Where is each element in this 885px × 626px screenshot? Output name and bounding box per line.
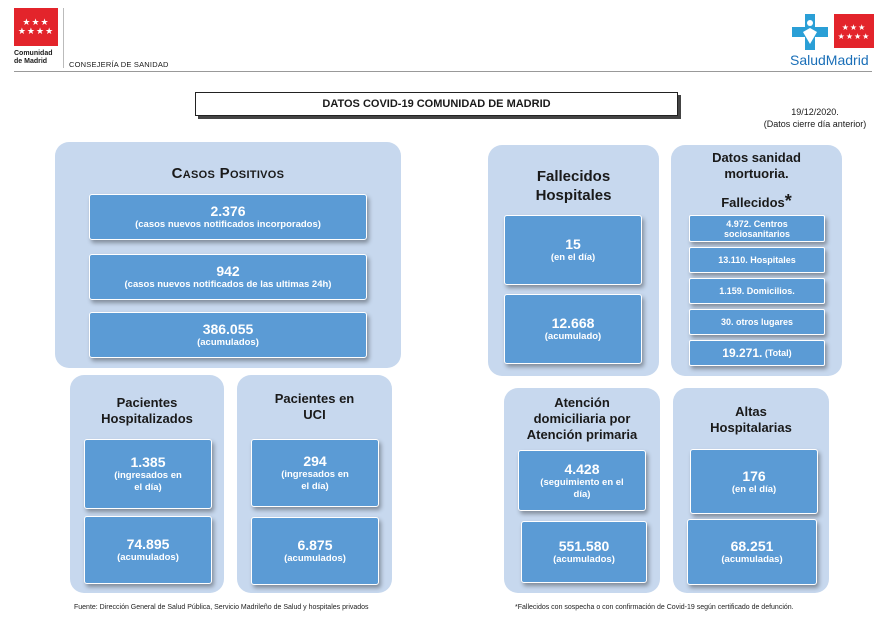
card-value: 942 bbox=[216, 263, 240, 279]
comunidad-madrid-flag-logo bbox=[14, 8, 58, 46]
atencion-domiciliaria-title bbox=[504, 395, 660, 443]
fallecidos-hospitales-panel bbox=[488, 145, 659, 376]
card-label-1: (ingresados en bbox=[281, 469, 349, 480]
item-line-1: 4.972. Centros bbox=[726, 218, 788, 229]
uci-title bbox=[237, 391, 392, 423]
casos-acumulados-card bbox=[89, 312, 367, 358]
fallecidos-hospitales-title bbox=[488, 167, 659, 205]
sanidad-mortuoria-panel bbox=[671, 145, 842, 376]
title-line-2: domiciliaria por bbox=[533, 411, 631, 426]
date-value: 19/12/2020. bbox=[791, 107, 839, 117]
date-note: (Datos cierre día anterior) bbox=[763, 119, 867, 129]
casos-positivos-panel bbox=[55, 142, 401, 368]
title-line-1: Fallecidos bbox=[536, 168, 611, 185]
stars-icon: ★★★ ★★★★ bbox=[17, 17, 55, 36]
hospitalizados-title bbox=[70, 395, 224, 427]
uci-panel bbox=[237, 375, 392, 593]
altas-hospitalarias-panel bbox=[673, 388, 829, 593]
card-label-1: (seguimiento en el bbox=[540, 476, 624, 488]
card-label-2: el día) bbox=[134, 482, 162, 493]
card-value: 2.376 bbox=[210, 203, 246, 219]
casos-positivos-title: Casos Positivos bbox=[171, 165, 285, 182]
card-value: 1.385 bbox=[130, 454, 166, 470]
card-value: 386.055 bbox=[202, 321, 254, 337]
title-line-1: Pacientes en bbox=[274, 391, 355, 406]
card-label: (en el día) bbox=[550, 252, 596, 263]
card-label: (acumulados) bbox=[117, 552, 179, 563]
card-label: (casos nuevos notificados incorporados) bbox=[135, 219, 321, 230]
mortuoria-item-otros: 30. otros lugares bbox=[689, 309, 825, 335]
consejeria-label: CONSEJERÍA DE SANIDAD bbox=[69, 60, 169, 69]
total-label: (Total) bbox=[764, 348, 792, 358]
source-footnote: Fuente: Dirección General de Salud Pública, Servicio Madrileño de Salud y hospitales privados bbox=[74, 604, 369, 611]
title-line-2: Hospitalizados bbox=[101, 411, 193, 426]
hospitalizados-acumulados-card bbox=[84, 516, 212, 584]
uci-acumulados-card bbox=[251, 517, 379, 585]
title-line-1: Atención bbox=[554, 395, 610, 410]
card-label-2: el día) bbox=[301, 481, 329, 492]
card-value: 15 bbox=[565, 236, 581, 252]
altas-acumuladas-card bbox=[687, 519, 817, 585]
mortuoria-item-centros bbox=[689, 215, 825, 242]
title-line-2: Hospitalarias bbox=[710, 420, 792, 435]
fallecidos-subtitle bbox=[671, 191, 842, 212]
casos-nuevos-24h-card bbox=[89, 254, 367, 300]
title-line-1: Altas bbox=[735, 404, 767, 419]
card-value: 4.428 bbox=[564, 460, 600, 477]
card-label: (acumulados) bbox=[197, 337, 259, 348]
casos-nuevos-incorporados-card bbox=[89, 194, 367, 240]
comunidad-madrid-logo-text bbox=[14, 50, 53, 66]
atencion-dia-card bbox=[518, 450, 646, 511]
fallecidos-acumulado-card bbox=[504, 294, 642, 364]
card-label: (casos nuevos notificados de las ultimas 24h) bbox=[124, 279, 332, 290]
card-label: (acumulados) bbox=[284, 553, 346, 564]
card-value: 6.875 bbox=[297, 537, 333, 553]
asterisk-footnote: *Fallecidos con sospecha o con confirmación de Covid-19 según certificado de defunción. bbox=[515, 604, 794, 611]
hospitalizados-panel bbox=[70, 375, 224, 593]
altas-dia-card bbox=[690, 449, 818, 514]
salud-madrid-logo-text: SaludMadrid bbox=[790, 52, 869, 68]
card-label: (acumulado) bbox=[544, 331, 602, 342]
title-line-2: mortuoria. bbox=[724, 166, 789, 181]
card-value: 294 bbox=[303, 453, 327, 469]
altas-hospitalarias-title bbox=[673, 404, 829, 436]
card-label: (en el día) bbox=[731, 483, 777, 495]
salud-madrid-flag-logo bbox=[834, 14, 874, 48]
card-label: (acumuladas) bbox=[721, 554, 783, 565]
stars-icon: ★★★ ★★★★ bbox=[837, 23, 871, 41]
card-label-1: (ingresados en bbox=[114, 470, 182, 481]
atencion-acumulados-card bbox=[521, 521, 647, 583]
title-line-2: Hospitales bbox=[535, 187, 612, 204]
total-value: 19.271. bbox=[722, 346, 763, 360]
atencion-domiciliaria-panel bbox=[504, 388, 660, 593]
logo-divider bbox=[63, 8, 64, 68]
card-value: 551.580 bbox=[558, 538, 610, 554]
salud-madrid-cross-icon bbox=[792, 14, 828, 50]
page-title: DATOS COVID-19 COMUNIDAD DE MADRID bbox=[195, 92, 678, 116]
mortuoria-item-hospitales: 13.110. Hospitales bbox=[689, 247, 825, 273]
fallecidos-dia-card bbox=[504, 215, 642, 285]
card-value: 68.251 bbox=[730, 538, 774, 554]
sanidad-mortuoria-title bbox=[671, 150, 842, 182]
title-line-3: Atención primaria bbox=[526, 427, 638, 442]
title-line-1: Datos sanidad bbox=[712, 150, 801, 165]
logo-line-1: Comunidad bbox=[14, 50, 53, 57]
title-line-2: UCI bbox=[303, 407, 326, 422]
card-value: 12.668 bbox=[551, 315, 595, 331]
header-divider bbox=[14, 71, 872, 72]
subtitle-text: Fallecidos bbox=[721, 195, 785, 210]
card-label-2: día) bbox=[573, 488, 591, 500]
report-date bbox=[745, 106, 885, 130]
item-line-2: sociosanitarios bbox=[723, 228, 791, 239]
mortuoria-item-domicilios: 1.159. Domicilios. bbox=[689, 278, 825, 304]
title-line-1: Pacientes bbox=[116, 395, 178, 410]
card-value: 176 bbox=[742, 467, 766, 484]
hospitalizados-dia-card bbox=[84, 439, 212, 509]
card-label: (acumulados) bbox=[553, 554, 615, 565]
mortuoria-total bbox=[689, 340, 825, 366]
logo-line-2: de Madrid bbox=[14, 58, 48, 65]
uci-dia-card bbox=[251, 439, 379, 507]
asterisk-mark: * bbox=[784, 191, 792, 211]
card-value: 74.895 bbox=[126, 536, 170, 552]
